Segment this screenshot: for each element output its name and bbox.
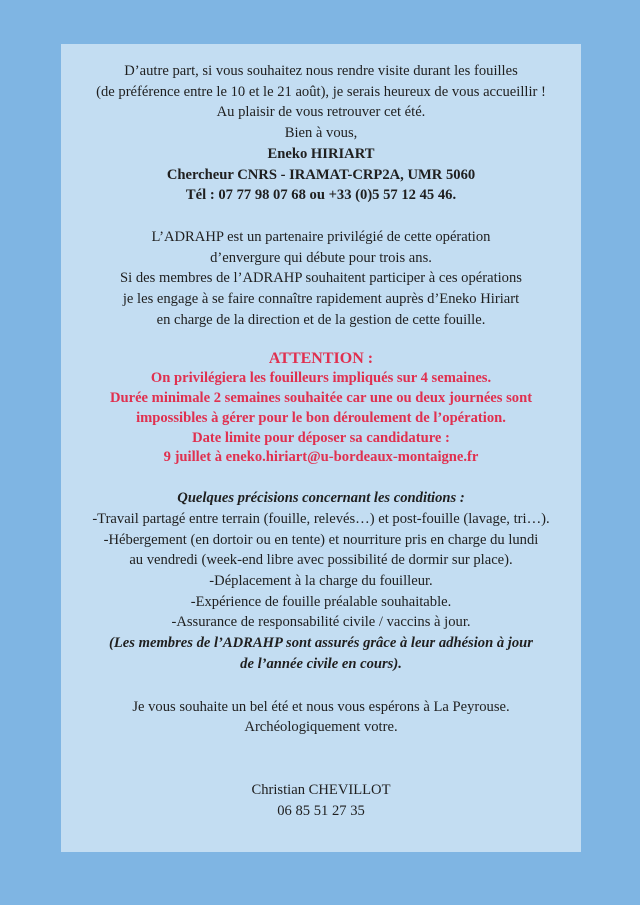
intro-line-4: Bien à vous,	[284, 125, 358, 142]
partner-line-1: L’ADRAHP est un partenaire privilégié de cette opération	[151, 228, 491, 245]
spacer	[61, 468, 581, 488]
conditions-line-6: -Assurance de responsabilité civile / vaccins à jour.	[171, 614, 471, 631]
spacer	[61, 675, 581, 697]
partner-line-5: en charge de la direction et de la gestion de cette fouille.	[156, 311, 486, 328]
conditions-line-4: -Déplacement à la charge du fouilleur.	[209, 573, 433, 590]
partner-line-3: Si des membres de l’ADRAHP souhaitent participer à ces opérations	[120, 270, 522, 287]
conditions-line-5: -Expérience de fouille préalable souhaitable.	[190, 593, 452, 610]
conditions-heading: Quelques précisions concernant les conditions :	[177, 490, 465, 507]
conditions-note-2: de l’année civile en cours).	[240, 655, 402, 672]
signature-phone: Tél : 07 77 98 07 68 ou +33 (0)5 57 12 45 46.	[185, 187, 457, 204]
attention-line-1: On privilégiera les fouilleurs impliqués sur 4 semaines.	[150, 370, 492, 387]
partner-line-2: d’envergure qui débute pour trois ans.	[210, 249, 432, 266]
conditions-line-3: au vendredi (week-end libre avec possibilité de dormir sur place).	[129, 552, 513, 569]
attention-line-4: Date limite pour déposer sa candidature :	[192, 429, 450, 446]
attention-line-3: impossibles à gérer pour le bon déroulement de l’opération.	[136, 409, 506, 426]
conditions-line-1: -Travail partagé entre terrain (fouille, relevés…) et post-fouille (lavage, tri…).	[92, 510, 550, 527]
sender-phone: 06 85 51 27 35	[277, 802, 365, 819]
attention-line-2: Durée minimale 2 semaines souhaitée car une ou deux journées sont	[109, 390, 533, 407]
spacer	[61, 738, 581, 780]
attention-line-5: 9 juillet à eneko.hiriart@u-bordeaux-montaigne.fr	[163, 449, 479, 466]
conditions-note-1: (Les membres de l’ADRAHP sont assurés grâce à leur adhésion à jour	[109, 635, 533, 652]
spacer	[61, 206, 581, 227]
attention-block	[61, 349, 581, 468]
closing-line-1: Je vous souhaite un bel été et nous vous espérons à La Peyrouse.	[132, 698, 510, 715]
intro-line-3: Au plaisir de vous retrouver cet été.	[216, 104, 426, 121]
intro-line-2: (de préférence entre le 10 et le 21 août), je serais heureux de vous accueillir !	[96, 83, 546, 100]
spacer	[61, 330, 581, 349]
intro-line-1: D’autre part, si vous souhaitez nous rendre visite durant les fouilles	[124, 63, 518, 79]
closing-line-2: Archéologiquement votre.	[244, 719, 398, 736]
letter-panel	[61, 44, 581, 852]
sender-name: Christian CHEVILLOT	[251, 781, 391, 798]
signature-name: Eneko HIRIART	[267, 145, 375, 162]
conditions-line-2: -Hébergement (en dortoir ou en tente) et nourriture pris en charge du lundi	[103, 531, 539, 548]
attention-title: ATTENTION :	[268, 350, 374, 368]
signature-role: Chercheur CNRS - IRAMAT-CRP2A, UMR 5060	[166, 166, 476, 183]
partner-line-4: je les engage à se faire connaître rapidement auprès d’Eneko Hiriart	[122, 291, 520, 308]
